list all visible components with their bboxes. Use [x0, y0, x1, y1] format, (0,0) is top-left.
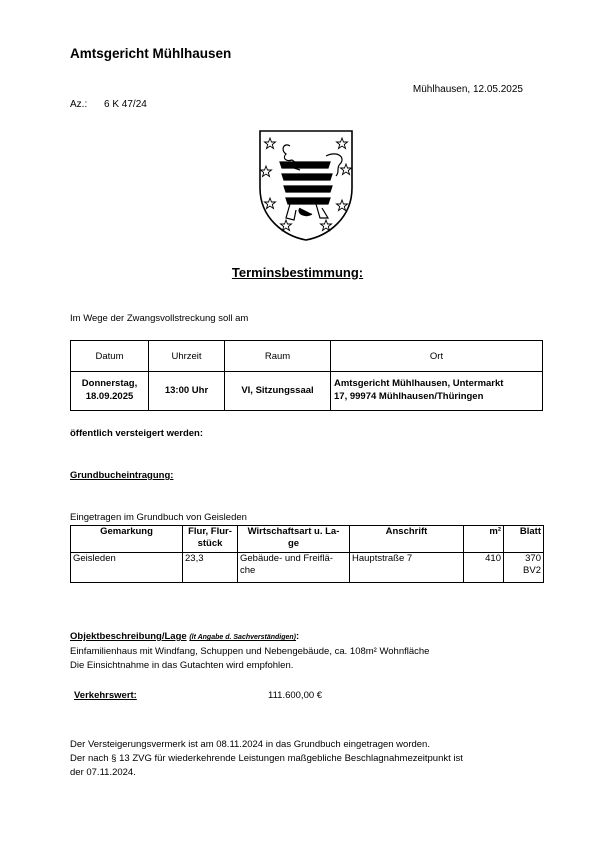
closing-line1: Der Versteigerungsvermerk ist am 08.11.2024 in das Grundbuch eingetragen worden.: [70, 739, 430, 750]
blatt-line2: BV2: [523, 565, 541, 577]
object-description-text: [70, 645, 429, 673]
header-gemarkung: Gemarkung: [71, 526, 183, 553]
table-row: [71, 372, 543, 411]
cell-blatt: [504, 553, 544, 583]
header-flur-line2: stück: [197, 538, 223, 550]
file-number-label: Az.:: [70, 99, 88, 110]
land-register-heading: Grundbucheintragung:: [70, 470, 174, 481]
object-heading-colon: :: [296, 631, 300, 642]
cell-raum: VI, Sitzungssaal: [225, 372, 331, 411]
document-title: Terminsbestimmung:: [231, 265, 364, 280]
place-date: Mühlhausen, 12.05.2025: [412, 84, 523, 95]
cell-datum: [71, 372, 149, 411]
cell-flur: 23,3: [183, 553, 238, 583]
ort-line1: Amtsgericht Mühlhausen, Untermarkt: [334, 378, 504, 390]
object-heading-note: (lt Angabe d. Sachverständigen): [189, 634, 297, 641]
market-value: 111.600,00 €: [268, 690, 323, 701]
header-wirtschaftsart: [238, 526, 350, 553]
auction-statement: öffentlich versteigert werden:: [70, 428, 204, 439]
coat-of-arms-icon: [256, 128, 356, 242]
header-wirt-line1: Wirtschaftsart u. La-: [247, 526, 340, 537]
land-register-table: [70, 525, 544, 583]
intro-text: Im Wege der Zwangsvollstreckung soll am: [70, 313, 249, 324]
file-number-value: 6 K 47/24: [104, 99, 147, 110]
ort-line2: 17, 99974 Mühlhausen/Thüringen: [334, 391, 484, 402]
file-number: [70, 99, 147, 110]
appointment-table: [70, 340, 543, 411]
cell-ort: [331, 372, 543, 411]
table-row: [71, 553, 544, 583]
header-flur-line1: Flur, Flur-: [188, 526, 232, 537]
header-raum: Raum: [225, 341, 331, 372]
closing-line2: Der nach § 13 ZVG für wiederkehrende Leistungen maßgebliche Beschlagnahmezeitpunkt ist: [70, 753, 463, 764]
table-header-row: [71, 341, 543, 372]
cell-wirtschaftsart: [238, 553, 350, 583]
market-value-label: Verkehrswert:: [74, 690, 137, 701]
header-qm: m²: [464, 526, 504, 553]
header-ort: Ort: [331, 341, 543, 372]
cell-gemarkung: Geisleden: [71, 553, 183, 583]
object-heading-main: Objektbeschreibung/Lage: [70, 631, 187, 642]
land-register-intro: Eingetragen im Grundbuch von Geisleden: [70, 512, 247, 523]
header-flur: [183, 526, 238, 553]
wirt-line2: che: [240, 565, 256, 577]
closing-text: [70, 738, 540, 780]
cell-anschrift: Hauptstraße 7: [350, 553, 464, 583]
datum-line1: Donnerstag,: [81, 378, 138, 390]
closing-line3: der 07.11.2024.: [70, 767, 136, 778]
object-line1: Einfamilienhaus mit Windfang, Schuppen und Nebengebäude, ca. 108m² Wohnfläche: [70, 646, 430, 657]
blatt-line1: 370: [525, 553, 541, 564]
wirt-line1: Gebäude- und Freiflä-: [240, 553, 333, 564]
datum-line2: 18.09.2025: [85, 391, 134, 402]
object-description-heading: [70, 631, 299, 642]
header-uhrzeit: Uhrzeit: [149, 341, 225, 372]
cell-uhrzeit: 13:00 Uhr: [149, 372, 225, 411]
header-wirt-line2: ge: [287, 538, 300, 550]
court-name: Amtsgericht Mühlhausen: [70, 46, 232, 61]
table-header-row: [71, 526, 544, 553]
header-blatt: Blatt: [504, 526, 544, 553]
cell-qm: 410: [464, 553, 504, 583]
header-anschrift: Anschrift: [350, 526, 464, 553]
header-datum: Datum: [71, 341, 149, 372]
object-line2: Die Einsichtnahme in das Gutachten wird empfohlen.: [70, 660, 294, 671]
